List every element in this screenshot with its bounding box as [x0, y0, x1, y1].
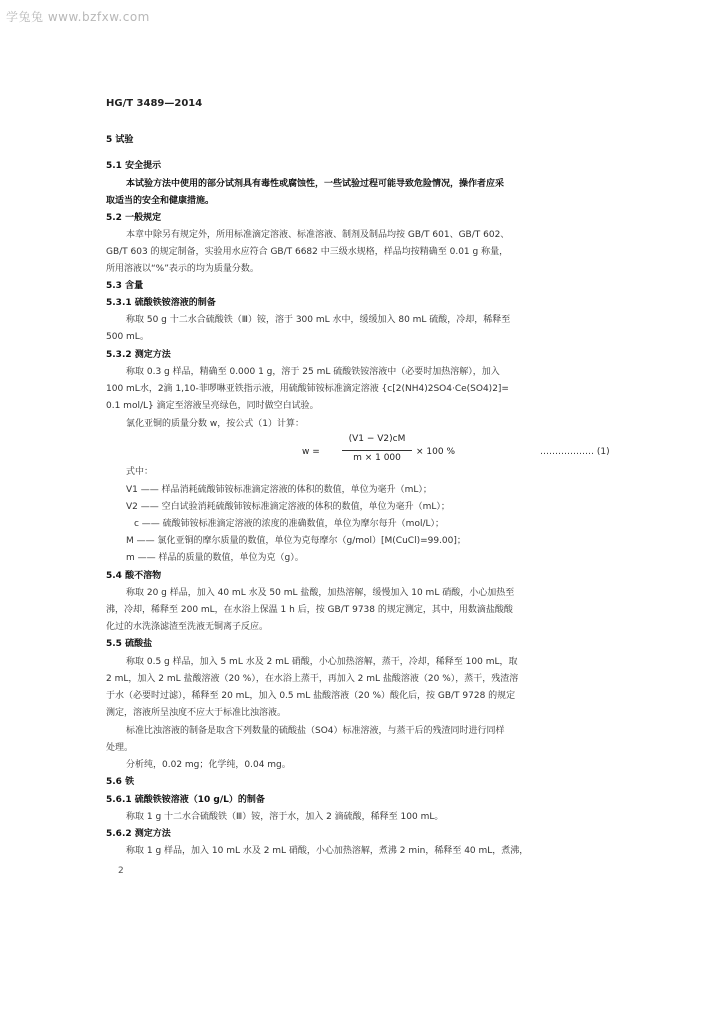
section-heading: 5.3.1 硫酸铁铵溶液的制备	[106, 298, 216, 308]
formula-denominator: m × 1 000	[353, 453, 401, 463]
paragraph-line: 称取 20 g 样品，加入 40 mL 水及 50 mL 盐酸，加热溶解，缓慢加入 10 mL 硝酸，小心加热至	[126, 588, 515, 598]
paragraph-line: 式中：	[126, 467, 154, 477]
formula-lhs: w =	[302, 447, 320, 457]
paragraph-line: 化过的水洗涤滤渣至洗液无铜离子反应。	[106, 622, 269, 632]
paragraph-line: 于水（必要时过滤），稀释至 20 mL，加入 0.5 mL 盐酸溶液（20 %）酸化后，按 GB/T 9728 的规定	[106, 691, 516, 701]
paragraph-line: 0.1 mol/L} 滴定至溶液呈亮绿色，同时做空白试验。	[106, 401, 319, 411]
section-heading: 5.6.2 测定方法	[106, 829, 171, 839]
section-heading: 5.3.2 测定方法	[106, 350, 171, 360]
paragraph-line: 本试验方法中使用的部分试剂具有毒性或腐蚀性，一些试验过程可能导致危险情况，操作者应采	[126, 179, 505, 189]
formula-1	[302, 434, 478, 474]
formula-rhs: × 100 %	[416, 447, 455, 457]
paragraph-line: GB/T 603 的规定制备，实验用水应符合 GB/T 6682 中三级水规格，样品均按精确至 0.01 g 称量，	[106, 247, 509, 257]
section-heading: 5.3 含量	[106, 281, 144, 291]
page-number: 2	[118, 866, 124, 876]
section-heading: 5.4 酸不溶物	[106, 571, 162, 581]
section-heading: 5.1 安全提示	[106, 161, 162, 171]
paragraph-line: 处理。	[106, 743, 134, 753]
paragraph-line: 2 mL，加入 2 mL 盐酸溶液（20 %），在水浴上蒸干，再加入 2 mL 盐酸溶液（20 %），蒸干，残渣溶	[106, 674, 519, 684]
variable-definition: c —— 硫酸铈铵标准滴定溶液的浓度的准确数值，单位为摩尔每升（mol/L）；	[134, 519, 444, 529]
section-heading: 5.6 铁	[106, 777, 135, 787]
paragraph-line: 取适当的安全和健康措施。	[106, 196, 215, 206]
paragraph-line: 称取 0.3 g 样品，精确至 0.000 1 g，溶于 25 mL 硫酸铁铵溶液中（必要时加热溶解），加入	[126, 367, 500, 377]
section-heading: 5.6.1 硫酸铁铵溶液（10 g/L）的制备	[106, 795, 265, 805]
paragraph-line: 称取 50 g 十二水合硫酸铁（Ⅲ）铵，溶于 300 mL 水中，缓缓加入 80 mL 硫酸，冷却，稀释至	[126, 315, 511, 325]
watermark: 学兔兔 www.bzfxw.com	[6, 10, 150, 24]
variable-definition: M —— 氯化亚铜的摩尔质量的数值，单位为克每摩尔（g/mol）[M(CuCl)=99.00]；	[126, 536, 466, 546]
standard-code: HG/T 3489—2014	[106, 98, 203, 109]
section-heading: 5.5 硫酸盐	[106, 639, 153, 649]
variable-definition: m —— 样品的质量的数值，单位为克（g）。	[126, 553, 304, 563]
paragraph-line: 分析纯，0.02 mg；化学纯，0.04 mg。	[126, 760, 291, 770]
paragraph-line: 沸，冷却，稀释至 200 mL，在水浴上保温 1 h 后，按 GB/T 9738 的规定测定，其中，用数滴盐酸酸	[106, 605, 513, 615]
section-heading: 5 试验	[106, 135, 134, 145]
variable-definition: V2 —— 空白试验消耗硫酸铈铵标准滴定溶液的体积的数值，单位为毫升（mL）；	[126, 502, 450, 512]
variable-definition: V1 —— 样品消耗硫酸铈铵标准滴定溶液的体积的数值，单位为毫升（mL）；	[126, 485, 432, 495]
fraction-bar	[342, 450, 412, 451]
paragraph-line: 称取 1 g 十二水合硫酸铁（Ⅲ）铵，溶于水，加入 2 滴硫酸，稀释至 100 mL。	[126, 812, 444, 822]
paragraph-line: 标准比浊溶液的制备是取含下列数量的硫酸盐（SO4）标准溶液，与蒸干后的残渣同时进行同样	[126, 726, 505, 736]
paragraph-line: 测定，溶液所呈浊度不应大于标准比浊溶液。	[106, 708, 287, 718]
section-heading: 5.2 一般规定	[106, 213, 162, 223]
paragraph-line: 100 mL水，2滴 1,10-菲啰啉亚铁指示液，用硫酸铈铵标准滴定溶液 {c[2(NH4)2SO4·Ce(SO4)2]=	[106, 384, 509, 394]
paragraph-line: 500 mL。	[106, 332, 149, 342]
paragraph-line: 称取 0.5 g 样品，加入 5 mL 水及 2 mL 硝酸，小心加热溶解，蒸干，冷却，稀释至 100 mL，取	[126, 657, 518, 667]
equation-number: ……………… (1)	[540, 447, 610, 457]
paragraph-line: 称取 1 g 样品，加入 10 mL 水及 2 mL 硝酸，小心加热溶解，煮沸 2 min，稀释至 40 mL，煮沸，	[126, 846, 529, 856]
paragraph-line: 氯化亚铜的质量分数 w，按公式（1）计算：	[126, 419, 304, 429]
paragraph-line: 所用溶液以“%”表示的均为质量分数。	[106, 264, 259, 274]
formula-numerator: (V1 − V2)cM	[348, 434, 406, 444]
paragraph-line: 本章中除另有规定外，所用标准滴定溶液、标准溶液、制剂及制品均按 GB/T 601、GB/T 602、	[126, 230, 510, 240]
